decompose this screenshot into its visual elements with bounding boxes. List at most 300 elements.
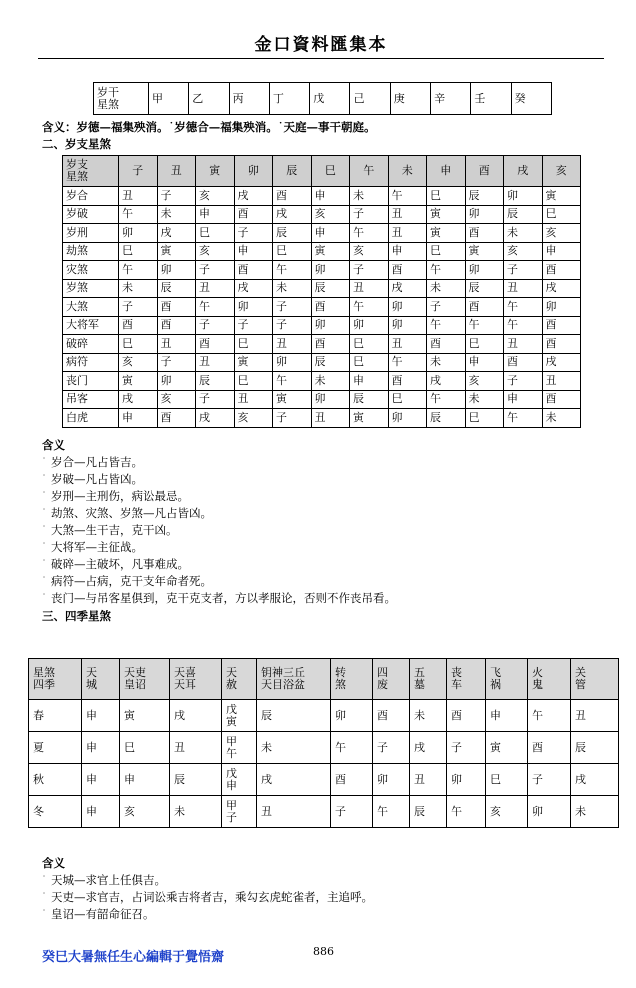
header-line: 煞 [335,678,346,691]
page-title: 金口資料匯集本 [254,35,388,55]
table-cell [528,796,571,828]
table-cell: 亥 [542,224,581,243]
branch-header-cell: 巳 [311,156,350,187]
branch-header-cell: 子 [119,156,158,187]
table-cell: 巳 [427,187,466,206]
table-cell: 午 [427,390,466,409]
table-cell: 子 [196,316,235,335]
star-name-cell: 大将军 [63,316,119,335]
cell-line: 戌 [261,772,272,786]
cell-line: 戌 [174,708,185,722]
table-cell [528,764,571,796]
meaning-text: 岁合—凡占皆吉。 [51,455,143,469]
header-line: 车 [451,678,462,691]
table-cell [410,796,447,828]
table-cell: 巳 [119,335,158,354]
table-cell: 丑 [388,205,427,224]
cell-line: 午 [335,740,346,754]
table-row [63,261,581,280]
table-cell [82,796,120,828]
cell-line: 申 [86,804,97,818]
meaning-text: 丧门—与吊客星俱到，克干克支者，方以孝服论，否则不作丧吊看。 [51,591,396,605]
bullet-tick-icon: ˙ [42,576,46,585]
season-header-cell [571,659,619,700]
cell-line: 未 [174,804,185,818]
table-cell: 酉 [234,205,273,224]
table-cell: 酉 [465,298,504,317]
table-row [63,187,581,206]
table-cell: 酉 [504,353,543,372]
meaning-text: 病符—占病，克干支年命者死。 [51,574,212,588]
header-line: 关 [575,666,586,679]
table-cell: 寅 [273,390,312,409]
table-cell [120,764,170,796]
season-header-cell [528,659,571,700]
table-row [63,390,581,409]
table-cell [257,700,331,732]
table-cell: 寅 [311,242,350,261]
table-cell: 寅 [427,224,466,243]
meaning-text: 劫煞、灾煞、岁煞—凡占皆凶。 [51,506,212,520]
cell-line: 亥 [490,804,501,818]
header-line: 管 [575,678,586,691]
table-cell: 丑 [273,335,312,354]
table-cell [257,796,331,828]
header-line: 鬼 [532,678,543,691]
cell-line: 申 [226,778,237,792]
cell-line: 亥 [124,804,135,818]
table-cell: 子 [234,316,273,335]
meaning-title: 含义 [42,438,65,452]
table-row [63,316,581,335]
cell-line: 戌 [575,772,586,786]
cell-line: 巳 [124,740,135,754]
table-cell: 卯 [388,298,427,317]
header-line: 四 [377,666,388,679]
table-cell [410,700,447,732]
table-cell: 酉 [388,261,427,280]
table-cell: 亥 [504,242,543,261]
table-cell [222,700,257,732]
cell-line: 酉 [335,772,346,786]
header-line: 天吏 [124,666,146,679]
meaning-item [42,873,166,887]
cell-line: 申 [490,708,501,722]
table-cell: 辰 [311,279,350,298]
table-cell: 未 [350,187,389,206]
table-cell: 未 [119,279,158,298]
cell-line: 酉 [377,708,388,722]
table-cell: 巳 [350,335,389,354]
table-cell: 酉 [427,335,466,354]
cell-line: 戊 [226,766,237,780]
star-name-cell: 岁刑 [63,224,119,243]
meaning-text: 大煞—生干吉，克干凶。 [51,523,178,537]
table-cell: 子 [234,224,273,243]
star-name-cell: 岁煞 [63,279,119,298]
cell-line: 午 [451,804,462,818]
table-cell: 酉 [119,316,158,335]
table-cell [373,796,410,828]
meaning-title: 含义 [42,856,65,870]
table-cell: 丑 [157,335,196,354]
table-cell [486,732,528,764]
table-cell: 未 [273,279,312,298]
meaning-item [42,506,212,520]
cell-line: 寅 [226,714,237,728]
table-cell: 巳 [196,224,235,243]
table-cell: 卯 [273,353,312,372]
table-cell: 申 [504,390,543,409]
header-line: 天 [86,666,97,679]
table-cell [373,700,410,732]
cell-line: 酉 [532,740,543,754]
table-cell: 丑 [504,279,543,298]
table-cell: 卯 [234,298,273,317]
season-name-cell: 秋 [29,764,82,796]
table-cell: 辰 [427,409,466,428]
table-cell: 巳 [542,205,581,224]
season-header-cell [170,659,222,700]
table-cell: 子 [119,298,158,317]
table-cell: 午 [427,316,466,335]
table-cell: 亥 [196,187,235,206]
season-header-cell [373,659,410,700]
table-cell: 未 [542,409,581,428]
table-cell [331,764,373,796]
table-cell [410,764,447,796]
table-cell: 酉 [311,298,350,317]
branch-header-row [63,156,581,187]
table-cell: 卯 [350,316,389,335]
corner-line: 岁支 [66,158,88,171]
header-line: 五 [414,666,425,679]
section-2-title: 二、岁支星煞 [42,137,111,151]
table-cell: 午 [465,316,504,335]
table-cell: 酉 [196,335,235,354]
table-cell: 丑 [388,335,427,354]
star-name-cell: 劫煞 [63,242,119,261]
table-cell: 亥 [119,353,158,372]
table-cell [486,700,528,732]
table-cell [82,700,120,732]
table-cell: 亥 [234,409,273,428]
table-row [63,353,581,372]
season-header-cell [447,659,486,700]
cell-line: 甲 [226,798,237,812]
bullet-tick-icon: ˙ [42,559,46,568]
cell-line: 卯 [532,804,543,818]
table-cell: 申 [311,224,350,243]
table-cell: 戌 [273,205,312,224]
table-row [63,335,581,354]
meaning-item [42,523,178,537]
table-cell: 午 [504,298,543,317]
star-name-cell: 破碎 [63,335,119,354]
branch-header-cell: 丑 [157,156,196,187]
table-cell: 申 [311,187,350,206]
cell-line: 申 [86,708,97,722]
table-cell: 巳 [119,242,158,261]
cell-line: 未 [575,804,586,818]
table-cell: 未 [157,205,196,224]
table-cell [410,732,447,764]
table-cell: 子 [427,298,466,317]
star-name-cell: 灾煞 [63,261,119,280]
meaning-text: 岁刑—主刑伤，病讼最忌。 [51,489,189,503]
cell-line: 丑 [575,708,586,722]
table-cell: 戌 [234,279,273,298]
editor-note: 癸巳大暑無任生心編輯于覺悟齋 [42,950,225,965]
cell-line: 卯 [451,772,462,786]
stem-cell: 庚 [390,83,430,115]
meaning-text: 天城—求官上任俱吉。 [51,873,166,887]
bullet-tick-icon: ˙ [42,525,46,534]
season-header-cell [410,659,447,700]
table-cell: 巳 [234,335,273,354]
table-cell [331,700,373,732]
table-cell: 戌 [157,224,196,243]
branch-header-cell: 寅 [196,156,235,187]
table-cell: 辰 [350,390,389,409]
table-cell: 子 [350,205,389,224]
table-cell [528,732,571,764]
table-cell: 申 [119,409,158,428]
stem-cell: 癸 [511,83,551,115]
stem-cell: 己 [350,83,390,115]
cell-line: 辰 [414,804,425,818]
table-cell: 午 [427,261,466,280]
table-cell: 亥 [311,205,350,224]
header-line: 天喜 [174,666,196,679]
cell-line: 午 [532,708,543,722]
season-header-cell [82,659,120,700]
branch-header-cell: 酉 [465,156,504,187]
header-line: 城 [86,678,97,691]
table-cell [170,796,222,828]
table-cell [571,700,619,732]
header-line: 转 [335,666,346,679]
cell-line: 辰 [261,708,272,722]
table-cell: 酉 [542,316,581,335]
table-row [63,409,581,428]
table-cell: 未 [311,372,350,391]
cell-line: 午 [226,746,237,760]
table-cell: 子 [196,390,235,409]
table-cell: 卯 [388,409,427,428]
table-cell: 卯 [311,390,350,409]
table-cell: 子 [504,372,543,391]
section-3-title: 三、四季星煞 [42,609,111,623]
table-row [63,372,581,391]
table-cell: 酉 [542,390,581,409]
table-cell [373,732,410,764]
table-cell: 丑 [196,279,235,298]
header-line: 飞 [490,666,501,679]
table-cell: 卯 [465,205,504,224]
cell-line: 子 [377,740,388,754]
table-cell: 巳 [234,372,273,391]
star-name-cell: 大煞 [63,298,119,317]
table-cell: 卯 [465,261,504,280]
table-cell: 戌 [542,353,581,372]
table-cell: 寅 [350,409,389,428]
table-cell: 寅 [542,187,581,206]
meaning-item [42,890,373,904]
header-line: 星煞 [33,666,55,679]
cell-line: 寅 [124,708,135,722]
table-cell [486,796,528,828]
table-cell [120,700,170,732]
season-header-cell [486,659,528,700]
branch-header-cell: 未 [388,156,427,187]
table-cell: 戌 [119,390,158,409]
table-cell: 亥 [157,390,196,409]
header-line: 天耳 [174,678,196,691]
cell-line: 丑 [174,740,185,754]
bullet-tick-icon: ˙ [42,875,46,884]
table-cell: 未 [427,353,466,372]
table-row [29,732,619,764]
table-cell [571,732,619,764]
star-name-cell: 病符 [63,353,119,372]
season-star-table [28,658,619,828]
table-cell: 亥 [465,372,504,391]
table-cell: 酉 [542,261,581,280]
bullet-tick-icon: ˙ [42,474,46,483]
bullet-tick-icon: ˙ [42,457,46,466]
cell-line: 子 [532,772,543,786]
cell-line: 申 [124,772,135,786]
table-row [63,205,581,224]
meaning-item [42,907,155,921]
season-name-cell: 春 [29,700,82,732]
table-cell [120,796,170,828]
meaning-text: 天吏—求官吉，占词讼乘吉将者吉，乘勾玄虎蛇雀者，主追呼。 [51,890,373,904]
cell-line: 辰 [575,740,586,754]
table-cell: 酉 [157,316,196,335]
table-cell: 申 [388,242,427,261]
table-cell: 丑 [311,409,350,428]
table-cell [257,764,331,796]
table-row [63,298,581,317]
season-header-cell [222,659,257,700]
meaning-item [42,489,189,503]
header-line: 祸 [490,678,501,691]
stem-cell: 戊 [310,83,350,115]
table-cell: 卯 [311,261,350,280]
table-cell: 辰 [196,372,235,391]
star-name-cell: 白虎 [63,409,119,428]
table-cell: 午 [350,224,389,243]
table-cell: 寅 [427,205,466,224]
table-cell [222,796,257,828]
branch-header-cell: 申 [427,156,466,187]
table-cell [331,796,373,828]
table-cell: 子 [273,316,312,335]
table-cell: 卯 [157,261,196,280]
table-cell: 午 [504,409,543,428]
table-cell: 丑 [119,187,158,206]
season-header-cell [257,659,331,700]
table-cell [528,700,571,732]
cell-line: 未 [261,740,272,754]
table-cell: 巳 [465,409,504,428]
table-cell [447,764,486,796]
meaning-item [42,557,189,571]
table-cell: 酉 [311,335,350,354]
table-cell: 午 [504,316,543,335]
table-cell: 午 [273,261,312,280]
table-cell: 酉 [273,187,312,206]
table-cell: 申 [542,242,581,261]
header-line: 皇诏 [124,678,146,691]
table-cell: 戌 [427,372,466,391]
table-cell: 辰 [465,187,504,206]
cell-line: 戊 [226,702,237,716]
meaning-text: 破碎—主破坏，凡事难成。 [51,557,189,571]
cell-line: 申 [86,740,97,754]
cell-line: 未 [414,708,425,722]
table-cell: 酉 [465,224,504,243]
table-cell: 子 [273,298,312,317]
header-line: 墓 [414,678,425,691]
cell-line: 巳 [490,772,501,786]
table-cell: 辰 [465,279,504,298]
star-name-cell: 岁合 [63,187,119,206]
meaning-item [42,540,143,554]
table-cell [82,764,120,796]
table-cell: 卯 [119,224,158,243]
season-name-cell: 夏 [29,732,82,764]
branch-header-cell: 戌 [504,156,543,187]
table-cell: 寅 [465,242,504,261]
table-cell: 午 [119,261,158,280]
cell-line: 丑 [261,804,272,818]
branch-header-cell: 亥 [542,156,581,187]
table-cell: 卯 [311,316,350,335]
bullet-tick-icon: ˙ [42,542,46,551]
table-cell: 辰 [273,224,312,243]
table-cell [82,732,120,764]
cell-line: 子 [451,740,462,754]
table-cell: 戌 [196,409,235,428]
table-cell: 寅 [234,353,273,372]
cell-line: 甲 [226,734,237,748]
table-cell [170,700,222,732]
table-cell: 未 [427,279,466,298]
table-cell: 丑 [196,353,235,372]
table-cell [486,764,528,796]
cell-line: 酉 [451,708,462,722]
table-cell: 巳 [465,335,504,354]
branch-table-corner [63,156,119,187]
table-cell: 午 [119,205,158,224]
table-cell: 戌 [388,279,427,298]
header-line: 火 [532,666,543,679]
table-cell: 子 [504,261,543,280]
season-header-cell [331,659,373,700]
stem-cell: 甲 [149,83,189,115]
cell-line: 卯 [377,772,388,786]
meaning-text: 大将军—主征战。 [51,540,143,554]
meaning-item [42,455,143,469]
star-name-cell: 岁破 [63,205,119,224]
star-name-cell: 吊客 [63,390,119,409]
season-header-cell [120,659,170,700]
table-cell [373,764,410,796]
table-cell: 申 [234,242,273,261]
